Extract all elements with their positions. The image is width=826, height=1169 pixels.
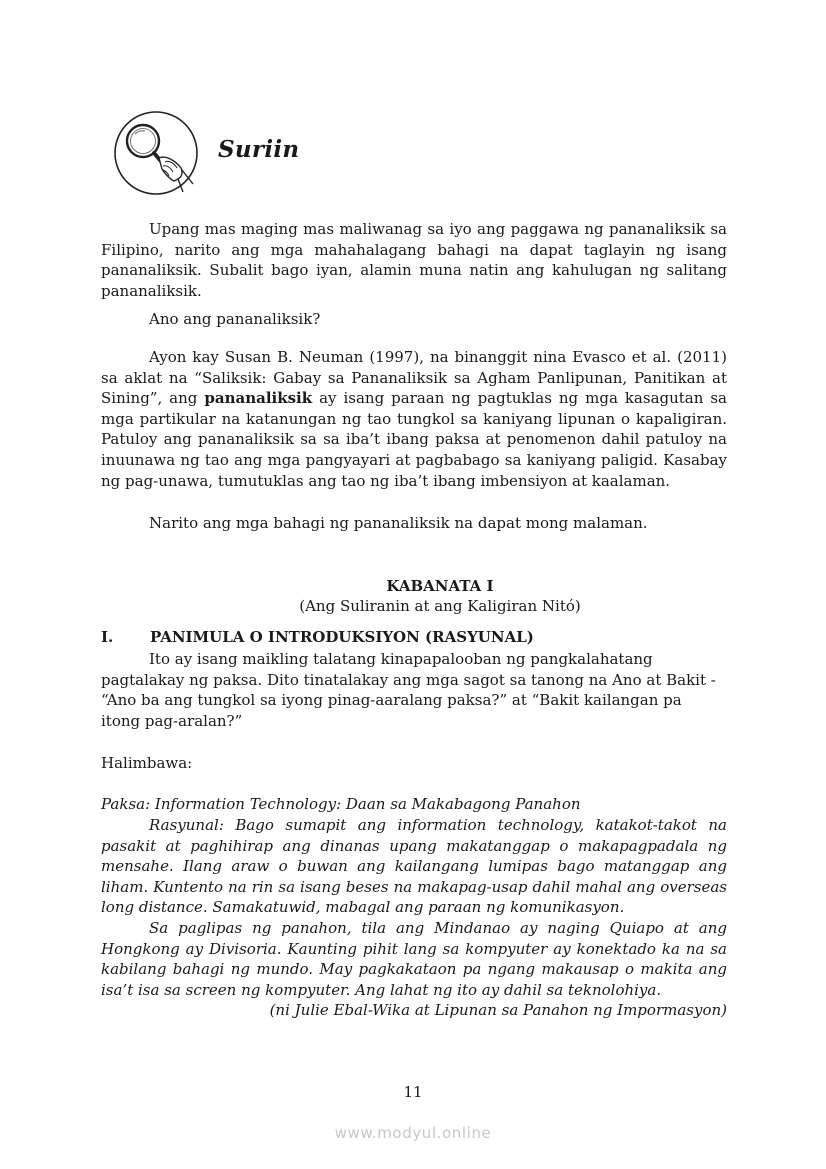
- page-number: 11: [403, 1083, 423, 1101]
- example-topic: Paksa: Information Technology: Daan sa Makabagong Panahon: [101, 795, 581, 813]
- definition-text-after: ay isang paraan ng pagtuklas ng mga kasagutan sa mga partikular na katanungan ng tao tungkol sa kaniyang lipunan o kapaligiran. Patuloy ang pananaliksik sa sa iba’t ibang paksa at penomenon dahil patuloy na inuunawa ng tao ang mga pangyayari at pagbabago sa kaniyang paligid. Kasabay ng pag-unawa, tumutuklas ang tao ng iba’t ibang imbensiyon at kaalaman.: [101, 389, 727, 490]
- part-number: I.: [101, 628, 114, 646]
- magnifying-glass-icon: [105, 110, 207, 196]
- part-title: PANIMULA O INTRODUKSIYON (RASYUNAL): [150, 628, 534, 646]
- part-description: Ito ay isang maikling talatang kinapapalooban ng pangkalahatang pagtalakay ng paksa. Dito tinatalakay ang mga sagot sa tanong na Ano at Bakit - “Ano ba ang tungkol sa iyong pinag-aaralang paksa?” at “Bakit kailangan pa itong pag-aralan?”: [101, 650, 716, 730]
- example-rationale-paragraph: Rasyunal: Bago sumapit ang information technology, katakot-takot na pasakit at paghihirap ang dinanas upang makatanggap o makapagpadala ng mensahe. Ilang araw o buwan ang kailangang lumipas bago matanggap ang liham. Kuntento na rin sa isang beses na makapag-usap dahil mahal ang overseas long distance. Samakatuwid, mabagal ang paraan ng komunikasyon.: [101, 816, 727, 917]
- example-label: Halimbawa:: [101, 754, 193, 772]
- definition-paragraph: [101, 347, 727, 491]
- parts-intro-paragraph: Narito ang mga bahagi ng pananaliksik na dapat mong malaman.: [149, 514, 648, 532]
- definition-keyword: pananaliksik: [204, 389, 313, 408]
- definition-text-before: Ayon kay Susan B. Neuman (1997), na binanggit nina Evasco et al. (2011) sa aklat na “Saliksik: Gabay sa Pananaliksik sa Agham Panlipunan, Panitikan at Sining”, ang: [101, 348, 727, 408]
- chapter-title: KABANATA I: [386, 577, 494, 595]
- example-second-paragraph: Sa paglipas ng panahon, tila ang Mindanao ay naging Quiapo at ang Hongkong ay Divisoria. Kaunting pihit lang sa kompyuter ay konektado ka na sa kabilang bahagi ng mundo. May pagkakataon pa ngang makausap o makita ang isa’t isa sa screen ng kompyuter. Ang lahat ng ito ay dahil sa teknolohiya.: [101, 919, 727, 999]
- example-citation: (ni Julie Ebal-Wika at Lipunan sa Panahon ng Impormasyon): [269, 1001, 727, 1019]
- intro-question: Ano ang pananaliksik?: [149, 310, 321, 328]
- chapter-subtitle: (Ang Suliranin at ang Kaligiran Nitó): [299, 597, 581, 615]
- website-watermark: www.modyul.online: [334, 1124, 492, 1142]
- intro-paragraph: Upang mas maging mas maliwanag sa iyo ang paggawa ng pananaliksik sa Filipino, narito ang mga mahahalagang bahagi na dapat taglayin ng isang pananaliksik. Subalit bago iyan, alamin muna natin ang kahulugan ng salitang pananaliksik.: [101, 220, 727, 300]
- section-heading: Suriin: [218, 136, 300, 163]
